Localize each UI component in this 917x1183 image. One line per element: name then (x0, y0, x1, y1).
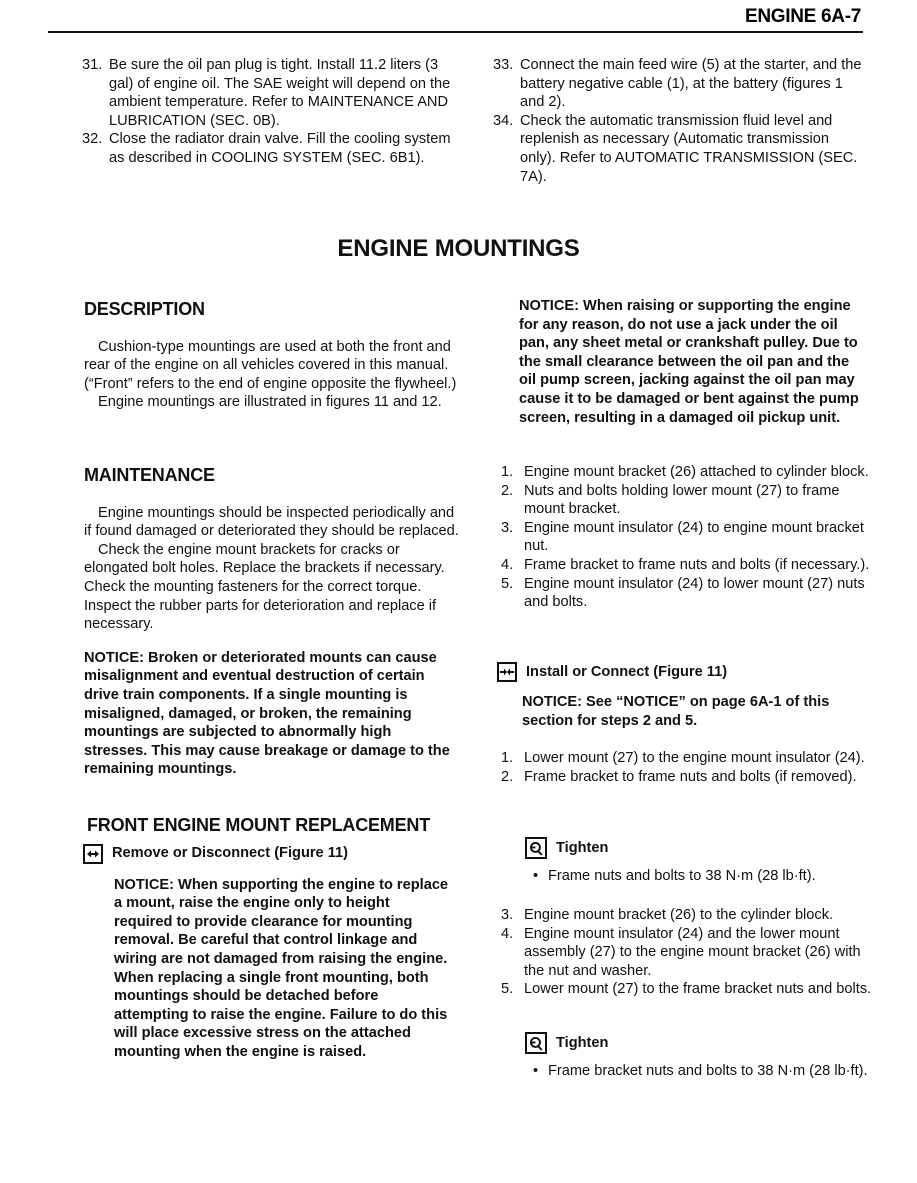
step-number: 2. (501, 482, 514, 499)
step-number: 33. (493, 57, 514, 73)
step-text: Frame bracket to frame nuts and bolts (if removed). (524, 768, 857, 785)
step-number: 1. (501, 464, 514, 480)
step-number: 4. (501, 925, 514, 942)
install-step-1 (501, 749, 872, 768)
install-step-2 (501, 768, 872, 787)
maintenance-paragraph: Check the engine mount brackets for cracks or elongated bolt holes. Replace the brackets if necessary. Check the mounting fasteners for the correct torque. Inspect the rubber parts for deterioration and replace if necessary. (84, 541, 445, 633)
description-paragraph: Engine mountings are illustrated in figures 11 and 12. (98, 394, 442, 411)
remove-step-2 (501, 482, 871, 519)
header-rule (48, 31, 863, 33)
torque-wrench-icon (525, 1032, 547, 1054)
step-number: 3. (501, 907, 514, 923)
step-text: Lower mount (27) to the engine mount insulator (24). (524, 750, 865, 767)
step-text: Lower mount (27) to the frame bracket nuts and bolts. (524, 981, 872, 998)
tighten-bullet (531, 1062, 868, 1081)
description-heading: DESCRIPTION (84, 299, 205, 319)
jacking-notice-block (519, 297, 869, 427)
tighten-label: Tighten (556, 839, 609, 856)
install-notice: NOTICE: See “NOTICE” on page 6A-1 of this section for steps 2 and 5. (522, 694, 830, 729)
step-text: Connect the main feed wire (5) at the starter, and the battery negative cable (1), at the battery (figures 1 and 2). (520, 57, 862, 111)
step-text: Be sure the oil pan plug is tight. Install 11.2 liters (3 gal) of engine oil. The SAE weight will depend on the ambient temperature. Refer to MAINTENANCE AND LUBRICATION (SEC. 0B). (109, 57, 451, 129)
step-31 (82, 56, 462, 130)
step-33 (493, 56, 863, 112)
step-text: Check the automatic transmission fluid level and replenish as necessary (Automatic transmission only). Refer to AUTOMATIC TRANSMISSION (SEC. 7A). (520, 112, 858, 185)
remove-disconnect-label: Remove or Disconnect (Figure 11) (112, 845, 348, 862)
bullet-icon: • (533, 868, 539, 884)
jacking-notice: NOTICE: When raising or supporting the engine for any reason, do not use a jack under the oil pan, any sheet metal or crankshaft pulley. Due to the small clearance between the oil pan and the oil pump screen, jacking against the oil pan may cause it to be damaged or bent against the pump screen, resulting in a damaged oil pickup unit. (519, 298, 859, 426)
install-connect-header (497, 662, 872, 682)
install-section (497, 662, 872, 786)
tighten-bullet (531, 867, 875, 886)
remove-disconnect-icon (83, 844, 103, 864)
step-number: 31. (82, 57, 103, 73)
description-paragraph: Cushion-type mountings are used at both the front and rear of the engine on all vehicles covered in this manual. (“Front” refers to the end of engine opposite the flywheel.) (84, 338, 457, 392)
bullet-icon: • (533, 1063, 539, 1079)
tighten-header (525, 1032, 875, 1054)
step-number: 32. (82, 131, 103, 148)
tighten-block-1 (525, 837, 875, 886)
step-number: 5. (501, 575, 514, 592)
install-step-3 (501, 906, 873, 925)
step-number: 4. (501, 556, 514, 573)
page-header-title: ENGINE 6A-7 (744, 6, 861, 27)
remove-notice: NOTICE: When supporting the engine to replace a mount, raise the engine only to height required to provide clearance for mounting removal. Be careful that control linkage and wiring are not damaged from raising the engine. When replacing a single front mounting, both mountings should be detached before attempting to raise the engine. Failure to do this will place excessive stress on the attached mounting when the engine is raised. (114, 876, 449, 1060)
step-32 (82, 130, 462, 167)
section-title: ENGINE MOUNTINGS (337, 235, 580, 262)
remove-disconnect-header (83, 844, 462, 864)
torque-wrench-icon (525, 837, 547, 859)
step-text: Frame bracket to frame nuts and bolts (if necessary.). (524, 556, 870, 573)
remove-step-5 (501, 575, 871, 612)
top-steps-left (82, 56, 462, 168)
front-mount-section (87, 816, 462, 1062)
description-section (84, 300, 459, 412)
step-text: Nuts and bolts holding lower mount (27) to frame mount bracket. (524, 482, 840, 518)
maintenance-notice: NOTICE: Broken or deteriorated mounts can cause misalignment and eventual destruction of certain drive train components. If a single mounting is misaligned, damaged, or broken, the remaining mountings are subjected to abnormally high stresses. This may cause breakage or damage to the remaining mountings. (84, 649, 450, 778)
step-number: 1. (501, 750, 514, 767)
step-text: Close the radiator drain valve. Fill the cooling system as described in COOLING SYSTEM (SEC. 6B1). (109, 131, 451, 166)
step-text: Engine mount insulator (24) to lower mount (27) nuts and bolts. (524, 575, 865, 611)
step-number: 2. (501, 768, 514, 785)
install-steps-b (501, 906, 873, 999)
remove-step-3 (501, 519, 871, 556)
tighten-block-2 (525, 1032, 875, 1081)
front-mount-heading: FRONT ENGINE MOUNT REPLACEMENT (87, 815, 430, 835)
install-step-4 (501, 925, 873, 981)
install-connect-icon (497, 662, 517, 682)
tighten-header (525, 837, 875, 859)
step-text: Engine mount bracket (26) attached to cylinder block. (524, 464, 869, 480)
step-text: Engine mount insulator (24) to engine mount bracket nut. (524, 519, 864, 555)
torque-spec: Frame nuts and bolts to 38 N·m (28 lb·ft). (548, 868, 816, 884)
install-step-5 (501, 980, 873, 999)
maintenance-heading: MAINTENANCE (84, 465, 215, 485)
remove-step-1 (501, 463, 871, 482)
step-number: 34. (493, 112, 514, 129)
remove-step-4 (501, 556, 871, 575)
step-text: Engine mount bracket (26) to the cylinder block. (524, 907, 834, 923)
torque-spec: Frame bracket nuts and bolts to 38 N·m (28 lb·ft). (548, 1063, 868, 1079)
step-34 (493, 112, 863, 186)
step-text: Engine mount insulator (24) and the lower mount assembly (27) to the engine mount bracket (26) with the nut and washer. (524, 925, 861, 979)
tighten-label: Tighten (556, 1034, 609, 1051)
remove-steps-list (501, 463, 871, 612)
install-connect-label: Install or Connect (Figure 11) (526, 663, 728, 680)
maintenance-section (84, 466, 459, 779)
step-number: 5. (501, 981, 514, 998)
install-steps-a (501, 749, 872, 786)
step-number: 3. (501, 519, 514, 536)
top-steps-right (493, 56, 863, 186)
maintenance-paragraph: Engine mountings should be inspected periodically and if found damaged or deteriorated they should be replaced. (84, 504, 459, 540)
